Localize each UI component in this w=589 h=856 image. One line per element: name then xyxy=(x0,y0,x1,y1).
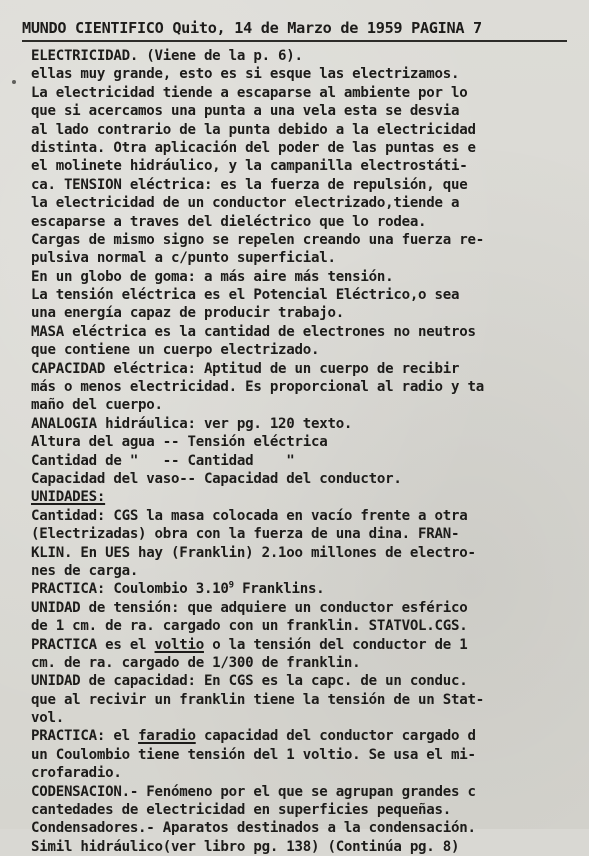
text-line: La electricidad tiende a escaparse al ambiente por lo xyxy=(31,84,468,101)
text-line: escaparse a traves del dieléctrico que lo rodea. xyxy=(31,213,427,230)
faradio-underlined: faradio xyxy=(138,728,196,745)
practica-coulombio: PRACTICA: Coulombio 3.10 xyxy=(31,581,229,598)
text-line: maño del cuerpo. xyxy=(31,397,163,414)
text-line: que al recivir un franklin tiene la tensión de un Stat- xyxy=(31,691,484,708)
text-line-unidades xyxy=(31,488,581,506)
text-line: vol. xyxy=(31,710,64,727)
page-header xyxy=(22,18,572,38)
text-line: CAPACIDAD eléctrica: Aptitud de un cuerpo de recibir xyxy=(31,360,460,377)
text-line: (Electrizadas) obra con la fuerza de una dina. FRAN- xyxy=(31,526,460,543)
text-line: un Coulombio tiene tensión del 1 voltio. Se usa el mi- xyxy=(31,746,476,763)
ink-mark xyxy=(12,80,16,84)
text-line: Simil hidráulico(ver libro pg. 138) (Continúa pg. 8) xyxy=(31,838,460,855)
text-line: nes de carga. xyxy=(31,562,139,579)
page-number: PAGINA 7 xyxy=(411,19,482,37)
text-line: la electricidad de un conductor electrizado,tiende a xyxy=(31,195,460,212)
text-line: cm. de ra. cargado de 1/300 de franklin. xyxy=(31,654,361,671)
text-line: al lado contrario de la punta debido a la electricidad xyxy=(31,121,476,138)
voltio-underlined: voltio xyxy=(154,636,204,653)
publication-name: MUNDO CIENTIFICO xyxy=(22,19,164,37)
text-line: MASA eléctrica es la cantidad de electrones no neutros xyxy=(31,323,476,340)
text-line: ELECTRICIDAD. (Viene de la p. 6). xyxy=(31,48,303,64)
practica-voltio-after: o la tensión del conductor de 1 xyxy=(203,636,468,653)
text-line: Cargas de mismo signo se repelen creando una fuerza re- xyxy=(31,231,484,248)
text-line: ellas muy grande, esto es si esque las electrizamos. xyxy=(31,66,460,83)
exponent: 9 xyxy=(228,580,234,591)
text-line: CODENSACION.- Fenómeno por el que se agrupan grandes c xyxy=(31,783,476,800)
text-line: distinta. Otra aplicación del poder de las puntas es e xyxy=(31,139,476,156)
text-line: el molinete hidráulico, y la campanilla electrostáti- xyxy=(31,158,468,175)
practica-faradio-after: capacidad del conductor cargado d xyxy=(195,728,476,745)
text-line: ca. TENSION eléctrica: es la fuerza de repulsión, que xyxy=(31,176,468,193)
text-line: En un globo de goma: a más aire más tensión. xyxy=(31,268,394,285)
article-body xyxy=(31,47,581,856)
header-rule xyxy=(22,40,567,42)
text-line: una energía capaz de producir trabajo. xyxy=(31,305,344,322)
place-date: Quito, 14 de Marzo de 1959 xyxy=(172,19,403,37)
text-line: que si acercamos una punta a una vela esta se desvia xyxy=(31,103,460,120)
text-line: KLIN. En UES hay (Franklin) 2.1oo millones de electro- xyxy=(31,544,476,561)
text-line: Capacidad del vaso-- Capacidad del conductor. xyxy=(31,470,402,487)
text-line: La tensión eléctrica es el Potencial Eléctrico,o sea xyxy=(31,287,460,304)
text-line: UNIDAD de capacidad: En CGS es la capc. de un conduc. xyxy=(31,673,468,690)
text-line-practica-coulombio xyxy=(31,580,581,598)
practica-faradio-before: PRACTICA: el xyxy=(31,728,139,745)
text-line: Cantidad de " -- Cantidad " xyxy=(31,452,295,469)
text-line: cantedades de electricidad en superficies pequeñas. xyxy=(31,802,451,819)
unidades-heading: UNIDADES: xyxy=(31,489,106,506)
text-line: más o menos electricidad. Es proporcional al radio y ta xyxy=(31,379,484,396)
text-line: que contiene un cuerpo electrizado. xyxy=(31,342,320,359)
practica-voltio-before: PRACTICA es el xyxy=(31,636,155,653)
text-line: Cantidad: CGS la masa colocada en vacío frente a otra xyxy=(31,507,468,524)
text-line: pulsiva normal a c/punto superficial. xyxy=(31,250,336,267)
text-line: Altura del agua -- Tensión eléctrica xyxy=(31,434,328,451)
text-line: de 1 cm. de ra. cargado con un franklin. STATVOL.CGS. xyxy=(31,618,468,635)
practica-franklins: Franklins. xyxy=(233,581,325,598)
text-line: UNIDAD de tensión: que adquiere un conductor esférico xyxy=(31,599,468,616)
text-line: Condensadores.- Aparatos destinados a la condensación. xyxy=(31,820,476,837)
text-line-practica-voltio xyxy=(31,636,581,654)
text-line-practica-faradio xyxy=(31,727,581,745)
text-line: crofaradio. xyxy=(31,765,122,782)
text-line: ANALOGIA hidráulica: ver pg. 120 texto. xyxy=(31,415,353,432)
